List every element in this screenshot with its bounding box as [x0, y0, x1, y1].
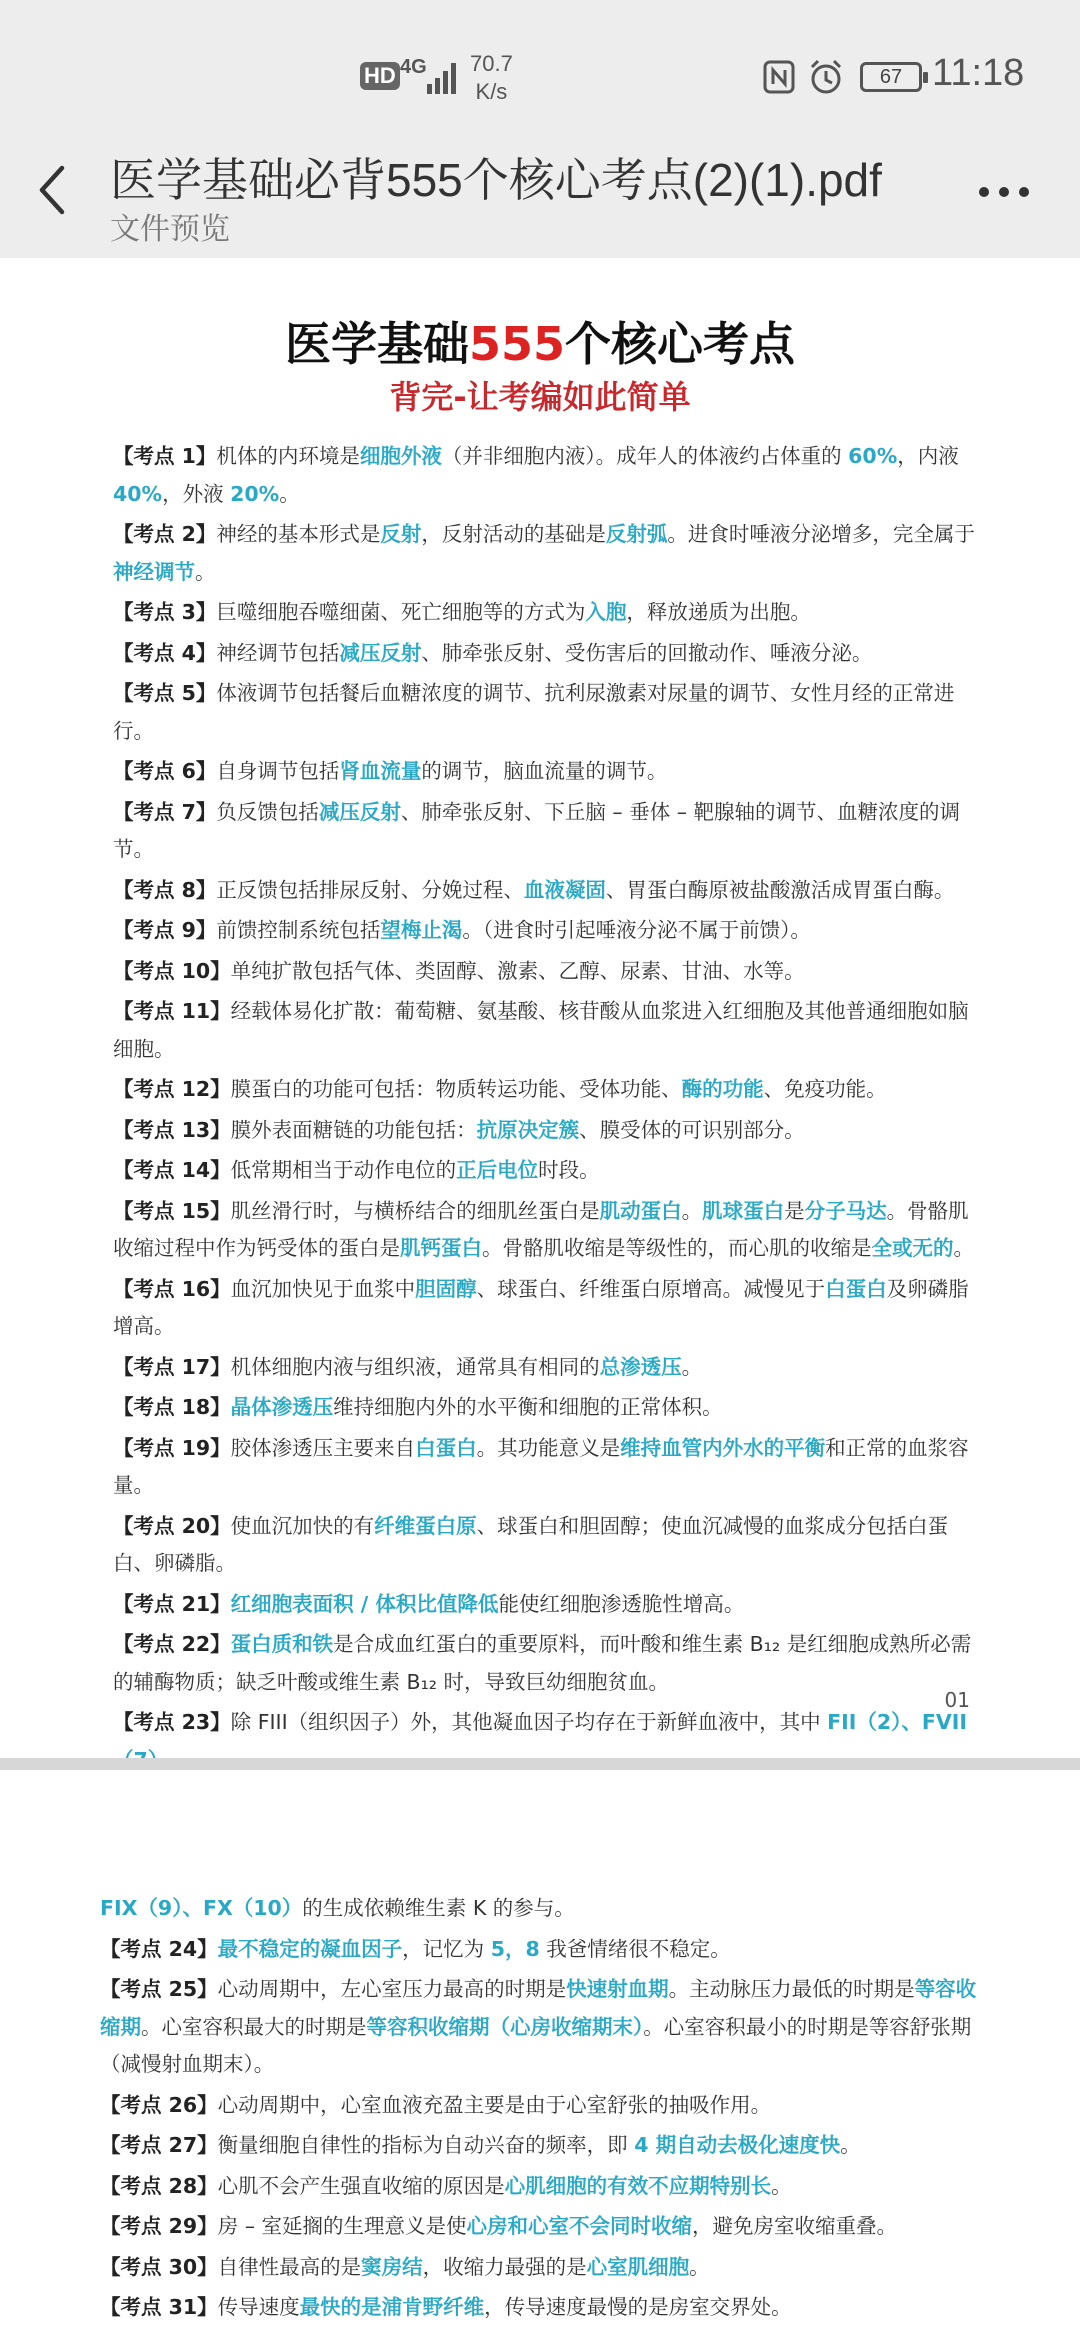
point-item	[113, 1349, 975, 1387]
highlight-text: 40%	[113, 481, 163, 506]
highlight-text: 入胞	[585, 600, 627, 624]
point-text: 。	[681, 1198, 703, 1223]
point-text: ，传导速度最慢的是房室交界处。	[484, 2295, 792, 2319]
point-text: 。主动脉压力最低的时期是	[668, 1977, 915, 2001]
point-text: 负反馈包括	[216, 799, 319, 824]
document-title-part: 医学基础	[284, 317, 469, 371]
point-item	[113, 1586, 975, 1624]
point-item	[113, 675, 975, 750]
battery-icon: 67	[860, 62, 922, 92]
signal-strength-icon	[425, 60, 461, 94]
point-text: 心动周期中，心室血液充盈主要是由于心室舒张的抽吸作用。	[217, 2092, 772, 2117]
file-title: 医学基础必背555个核心考点(2)(1).pdf	[110, 154, 882, 206]
point-text: 前馈控制系统包括	[216, 918, 381, 942]
point-text: 胶体渗透压主要来自	[230, 1435, 416, 1460]
point-text: 、免疫功能。	[763, 1077, 887, 1101]
point-label: 【考点 21】	[113, 1591, 231, 1616]
point-text: 机体细胞内液与组织液，通常具有相同的	[230, 1354, 600, 1379]
point-text: 。	[279, 481, 300, 506]
point-text: 、球蛋白和胆固醇；使血沉减慢的血浆成分包括白蛋白、卵磷脂。	[113, 1513, 949, 1575]
point-item	[113, 1071, 975, 1109]
highlight-text: 20%	[230, 481, 280, 506]
point-item	[113, 438, 975, 513]
highlight-text: 肌钙蛋白	[400, 1236, 482, 1260]
point-label: 【考点 1】	[113, 444, 217, 468]
point-text: 机体的内环境是	[216, 444, 360, 468]
point-text: 。	[771, 2173, 792, 2198]
point-text: 心动周期中，左心室压力最高的时期是	[217, 1977, 567, 2001]
point-item	[113, 1193, 975, 1268]
point-text: 。	[681, 1354, 703, 1379]
point-text: 。	[195, 559, 216, 584]
point-item	[113, 953, 975, 991]
highlight-text: 5，8	[490, 1936, 540, 1961]
point-label: 【考点 25】	[100, 1977, 218, 2001]
highlight-text: 等容收缩期	[100, 1977, 977, 2039]
point-text: 神经调节包括	[216, 640, 340, 665]
point-label: 【考点 26】	[100, 2092, 218, 2117]
app-bar	[0, 130, 1080, 258]
hd-voice-icon: HD	[360, 62, 400, 90]
highlight-text: 心房和心室不会同时收缩	[466, 2214, 692, 2238]
point-text: 时段。	[538, 1158, 600, 1182]
point-text: 。心室容积最大的时期是	[141, 2014, 367, 2039]
point-text: 。骨骼肌收缩过程中作为钙受体的蛋白是	[113, 1198, 969, 1260]
point-text: 。骨骼肌收缩是等级性的，而心肌的收缩是	[482, 1236, 872, 1260]
point-label: 【考点 31】	[100, 2295, 218, 2319]
point-label: 【考点 19】	[113, 1435, 231, 1460]
highlight-text: 肌动蛋白	[599, 1198, 682, 1223]
point-label: 【考点 15】	[113, 1198, 231, 1223]
point-text: 巨噬细胞吞噬细菌、死亡细胞等的方式为	[216, 600, 586, 624]
point-label: 【考点 4】	[113, 640, 217, 665]
document-title-part: 个核心考点	[565, 317, 796, 371]
point-text: 衡量细胞自律性的指标为自动兴奋的频率，即	[217, 2133, 635, 2157]
point-text: 及卵磷脂增高。	[113, 1276, 969, 1338]
highlight-text: 总渗透压	[599, 1354, 682, 1379]
status-bar	[0, 0, 1080, 130]
point-item	[100, 2168, 980, 2206]
point-list	[100, 1890, 980, 2330]
point-text: 经载体易化扩散：葡萄糖、氨基酸、核苷酸从血浆进入红细胞及其他普通细胞如脑细胞。	[113, 999, 969, 1061]
point-label: 【考点 7】	[113, 799, 217, 824]
point-text: 正反馈包括排尿反射、分娩过程、	[216, 877, 524, 902]
point-text: 和正常的血浆容量。	[113, 1435, 969, 1497]
network-type: 4G	[400, 56, 427, 78]
highlight-text: 等容积收缩期（心房收缩期末）	[366, 2014, 644, 2039]
point-text: 传导速度	[217, 2295, 300, 2319]
point-text: 、肺牵张反射、受伤害后的回撤动作、唾液分泌。	[421, 640, 873, 665]
point-item	[100, 2208, 980, 2246]
highlight-text: 全或无的	[871, 1236, 954, 1260]
highlight-text: 反射	[380, 522, 422, 546]
point-list	[113, 438, 975, 1782]
point-item	[113, 635, 975, 673]
network-speed	[470, 50, 513, 106]
point-label: 【考点 30】	[100, 2254, 218, 2279]
point-item	[100, 2249, 980, 2287]
point-text: 。（进食时引起唾液分泌不属于前馈）。	[462, 918, 811, 942]
point-label: 【考点 12】	[113, 1077, 231, 1101]
highlight-text: 肌球蛋白	[702, 1198, 785, 1223]
point-item	[100, 2127, 980, 2165]
highlight-text: 最不稳定的凝血因子	[217, 1936, 403, 1961]
point-text: 膜外表面糖链的功能包括：	[230, 1117, 477, 1142]
point-item	[113, 794, 975, 869]
nfc-icon	[762, 58, 796, 96]
alarm-icon	[808, 58, 844, 96]
highlight-text: 神经调节	[113, 559, 195, 584]
point-label: 【考点 29】	[100, 2214, 218, 2238]
point-text: 、球蛋白、纤维蛋白原增高。减慢见于	[476, 1276, 826, 1301]
point-text: ，反射活动的基础是	[421, 522, 606, 546]
document-subtitle: 背完-让考编如此简单	[389, 378, 691, 416]
point-text: 单纯扩散包括气体、类固醇、激素、乙醇、尿素、甘油、水等。	[230, 958, 805, 983]
point-item	[113, 1152, 975, 1190]
point-text: 是	[784, 1198, 805, 1223]
highlight-text: 蛋白质和铁	[230, 1632, 334, 1656]
point-text: 、膜受体的可识别部分。	[579, 1117, 805, 1142]
point-label: 【考点 14】	[113, 1158, 231, 1182]
point-text: 能使红细胞渗透脆性增高。	[498, 1591, 745, 1616]
point-label: 【考点 13】	[113, 1117, 231, 1142]
highlight-text: 酶的功能	[681, 1077, 764, 1101]
highlight-text: 快速射血期	[566, 1977, 669, 2001]
point-text: 膜蛋白的功能可包括：物质转运功能、受体功能、	[230, 1077, 682, 1101]
point-item	[113, 993, 975, 1068]
highlight-text: 红细胞表面积 / 体积比值降低	[230, 1591, 499, 1616]
network-speed-value: 70.7	[470, 51, 513, 76]
point-item	[100, 2087, 980, 2125]
point-label: 【考点 16】	[113, 1276, 231, 1301]
point-text: 的生成依赖维生素 K 的参与。	[302, 1896, 575, 1920]
point-item	[113, 594, 975, 632]
point-text: 肌丝滑行时，与横桥结合的细肌丝蛋白是	[230, 1198, 600, 1223]
point-label: 【考点 5】	[113, 681, 217, 705]
highlight-text: FIX（9）、FX（10）	[100, 1896, 303, 1920]
point-text: ，避免房室收缩重叠。	[691, 2214, 897, 2238]
point-text: ，收缩力最强的是	[422, 2254, 587, 2279]
point-text: 、肺牵张反射、下丘脑 – 垂体 – 靶腺轴的调节、血糖浓度的调节。	[113, 799, 960, 861]
pdf-page-1[interactable]	[0, 258, 1080, 1758]
highlight-text: 60%	[848, 444, 898, 468]
more-options-icon[interactable]	[976, 172, 1032, 212]
point-text: 体液调节包括餐后血糖浓度的调节、抗利尿激素对尿量的调节、女性月经的正常进行。	[113, 681, 955, 743]
highlight-text: 白蛋白	[415, 1435, 477, 1460]
point-text: 除 FIII（组织因子）外，其他凝血因子均存在于新鲜血液中，其中	[230, 1710, 828, 1734]
point-item	[113, 1112, 975, 1150]
highlight-text: 维持血管内外水的平衡	[620, 1435, 826, 1460]
point-label: 【考点 23】	[113, 1710, 231, 1734]
page-divider	[0, 1758, 1080, 1770]
highlight-text: 白蛋白	[825, 1276, 887, 1301]
point-label: 【考点 2】	[113, 522, 217, 546]
point-text: 的调节，脑血流量的调节。	[421, 759, 668, 783]
point-item	[113, 1626, 975, 1701]
point-label: 【考点 28】	[100, 2173, 218, 2198]
point-label: 【考点 11】	[113, 999, 231, 1023]
highlight-text: 反射弧	[605, 522, 668, 546]
point-text: 房 – 室延搁的生理意义是使	[217, 2214, 467, 2238]
highlight-text: 望梅止渴	[380, 918, 463, 942]
document-title-number: 555	[468, 317, 566, 371]
point-text: 自律性最高的是	[217, 2254, 362, 2279]
point-text: 。	[689, 2254, 710, 2279]
highlight-text: 4 期自动去极化速度快	[634, 2133, 841, 2157]
point-text: 。进食时唾液分泌增多，完全属于	[667, 522, 975, 546]
point-item	[113, 1430, 975, 1505]
point-text: 神经的基本形式是	[216, 522, 381, 546]
point-text: ，内液	[897, 444, 959, 468]
point-text: 、胃蛋白酶原被盐酸激活成胃蛋白酶。	[605, 877, 955, 902]
point-text: ，释放递质为出胞。	[626, 600, 811, 624]
point-item	[113, 1271, 975, 1346]
highlight-text: FII（2）、FVII	[827, 1710, 968, 1734]
highlight-text: 纤维蛋白原	[374, 1513, 477, 1538]
point-item	[100, 1931, 980, 1969]
point-item	[113, 1389, 975, 1427]
document-title	[0, 308, 1080, 374]
point-item	[100, 1971, 980, 2084]
point-text: 血沉加快见于血浆中	[230, 1276, 416, 1301]
point-label: 【考点 10】	[113, 958, 231, 983]
point-text: ，外液	[162, 481, 231, 506]
point-text: （并非细胞内液）。成年人的体液约占体重的	[441, 444, 849, 468]
highlight-text: 心室肌细胞	[586, 2254, 690, 2279]
point-label: 【考点 27】	[100, 2133, 218, 2157]
point-text: 维持细胞内外的水平衡和细胞的正常体积。	[333, 1395, 723, 1419]
point-text: 。	[953, 1236, 974, 1260]
point-text: 自身调节包括	[216, 759, 340, 783]
point-label: 【考点 22】	[113, 1632, 231, 1656]
point-text: 心肌不会产生强直收缩的原因是	[217, 2173, 505, 2198]
point-item	[113, 912, 975, 950]
point-label: 【考点 9】	[113, 918, 217, 942]
highlight-text: 减压反射	[318, 799, 401, 824]
point-item	[113, 1508, 975, 1583]
point-item	[113, 872, 975, 910]
point-text: 我爸情绪很不稳定。	[539, 1936, 731, 1961]
point-item	[113, 516, 975, 591]
point-text: 。心室容积最小的时期是等容舒张期（减慢射血期末）。	[100, 2014, 972, 2076]
page-number: 01	[944, 1688, 970, 1712]
highlight-text: 心肌细胞的有效不应期特别长	[504, 2173, 772, 2198]
point-label: 【考点 6】	[113, 759, 217, 783]
network-speed-unit: K/s	[475, 79, 508, 104]
point-text: 低常期相当于动作电位的	[230, 1158, 457, 1182]
highlight-text: 分子马达	[804, 1198, 887, 1223]
highlight-text: 细胞外液	[359, 444, 442, 468]
point-text: 使血沉加快的有	[230, 1513, 375, 1538]
highlight-text: 窦房结	[361, 2254, 423, 2279]
point-text: ，记忆为	[402, 1936, 491, 1961]
highlight-text: 正后电位	[456, 1158, 539, 1182]
point-label: 【考点 24】	[100, 1936, 218, 1961]
pdf-page-2[interactable]	[0, 1770, 1080, 2340]
highlight-text: 减压反射	[339, 640, 422, 665]
point-item	[100, 1890, 980, 1928]
point-text: 。其功能意义是	[476, 1435, 621, 1460]
point-label: 【考点 3】	[113, 600, 217, 624]
point-item	[100, 2289, 980, 2327]
point-item	[113, 753, 975, 791]
highlight-text: 最快的是浦肯野纤维	[299, 2295, 485, 2319]
point-label: 【考点 18】	[113, 1395, 231, 1419]
clock: 11:18	[932, 52, 1025, 94]
highlight-text: 肾血流量	[339, 759, 422, 783]
highlight-text: 胆固醇	[415, 1276, 477, 1301]
highlight-text: 晶体渗透压	[230, 1395, 334, 1419]
highlight-text: 抗原决定簇	[476, 1117, 580, 1142]
point-label: 【考点 8】	[113, 877, 217, 902]
point-label: 【考点 17】	[113, 1354, 231, 1379]
highlight-text: 血液凝固	[523, 877, 606, 902]
point-text: 是合成血红蛋白的重要原料，而叶酸和维生素 B₁₂ 是红细胞成熟所必需的辅酶物质；缺乏叶酸或维生素 B₁₂ 时，导致巨幼细胞贫血。	[113, 1632, 972, 1694]
point-label: 【考点 20】	[113, 1513, 231, 1538]
back-arrow-icon[interactable]	[32, 160, 72, 220]
point-text: 。	[840, 2133, 861, 2157]
file-subtitle: 文件预览	[110, 212, 230, 247]
